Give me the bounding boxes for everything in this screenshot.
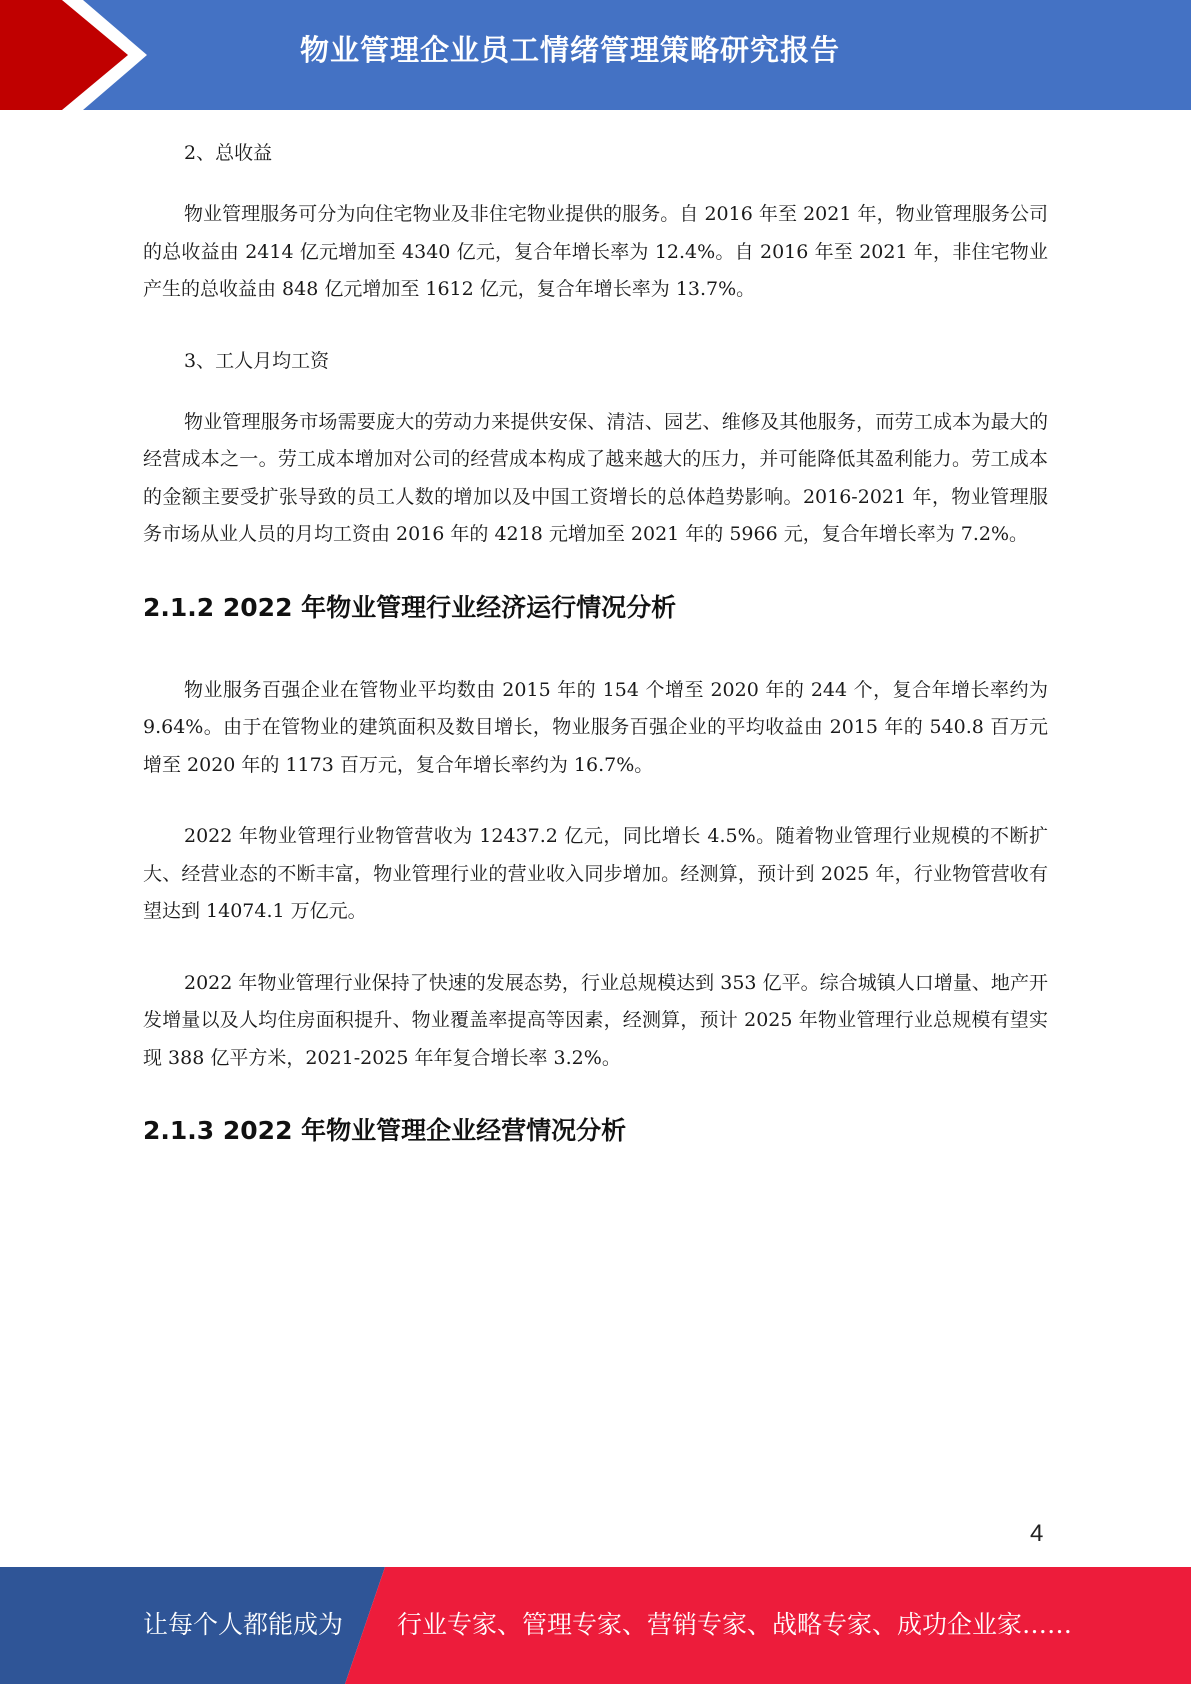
paragraph-total-revenue: 物业管理服务可分为向住宅物业及非住宅物业提供的服务。自 2016 年至 2021 年，物业管理服务公司的总收益由 2414 亿元增加至 4340 亿元，复合年增长率为 12.4%。自 2016 年至 2021 年，非住宅物业产生的总收益由 848 亿元增加至 1612 亿元，复合年增长率为 13.7%。 [143, 203, 1048, 300]
paragraph-industry-revenue: 2022 年物业管理行业物管营收为 12437.2 亿元，同比增长 4.5%。随着物业管理行业规模的不断扩大、经营业态的不断丰富，物业管理行业的营业收入同步增加。经测算，预计到 2025 年，行业物管营收有望达到 14074.1 万亿元。 [143, 825, 1048, 922]
subheading-total-revenue: 2、总收益 [184, 142, 273, 164]
report-title: 物业管理企业员工情绪管理策略研究报告 [300, 33, 841, 67]
section-heading-2-1-3: 2.1.3 2022 年物业管理企业经营情况分析 [143, 1116, 627, 1145]
subheading-monthly-wage: 3、工人月均工资 [184, 349, 330, 372]
page-footer [0, 1567, 1191, 1684]
paragraph-monthly-wage: 物业管理服务市场需要庞大的劳动力来提供安保、清洁、园艺、维修及其他服务，而劳工成本为最大的经营成本之一。劳工成本增加对公司的经营成本构成了越来越大的压力，并可能降低其盈利能力。劳工成本的金额主要受扩张导致的员工人数的增加以及中国工资增长的总体趋势影响。2016-2021 年，物业管理服务市场从业人员的月均工资由 2016 年的 4218 元增加至 2021 年的 5966 元，复合年增长率为 7.2%。 [143, 410, 1048, 545]
page-header [0, 0, 1191, 110]
paragraph-industry-scale: 2022 年物业管理行业保持了快速的发展态势，行业总规模达到 353 亿平。综合城镇人口增量、地产开发增量以及人均住房面积提升、物业覆盖率提高等因素，经测算，预计 2025 年物业管理行业总规模有望实现 388 亿平方米，2021-2025 年年复合增长率 3.2%。 [143, 971, 1048, 1069]
footer-slogan-right: 行业专家、管理专家、营销专家、战略专家、成功企业家…… [397, 1610, 1073, 1639]
page-number: 4 [1030, 1520, 1044, 1547]
section-heading-2-1-2: 2.1.2 2022 年物业管理行业经济运行情况分析 [143, 592, 677, 622]
paragraph-top100-enterprises: 物业服务百强企业在管物业平均数由 2015 年的 154 个增至 2020 年的 244 个，复合年增长率约为 9.64%。由于在管物业的建筑面积及数目增长，物业服务百强企业的平均收益由 2015 年的 540.8 百万元增至 2020 年的 1173 百万元，复合年增长率约为 16.7%。 [143, 678, 1048, 776]
footer-slogan-left: 让每个人都能成为 [143, 1610, 344, 1639]
main-content [143, 135, 1048, 1195]
